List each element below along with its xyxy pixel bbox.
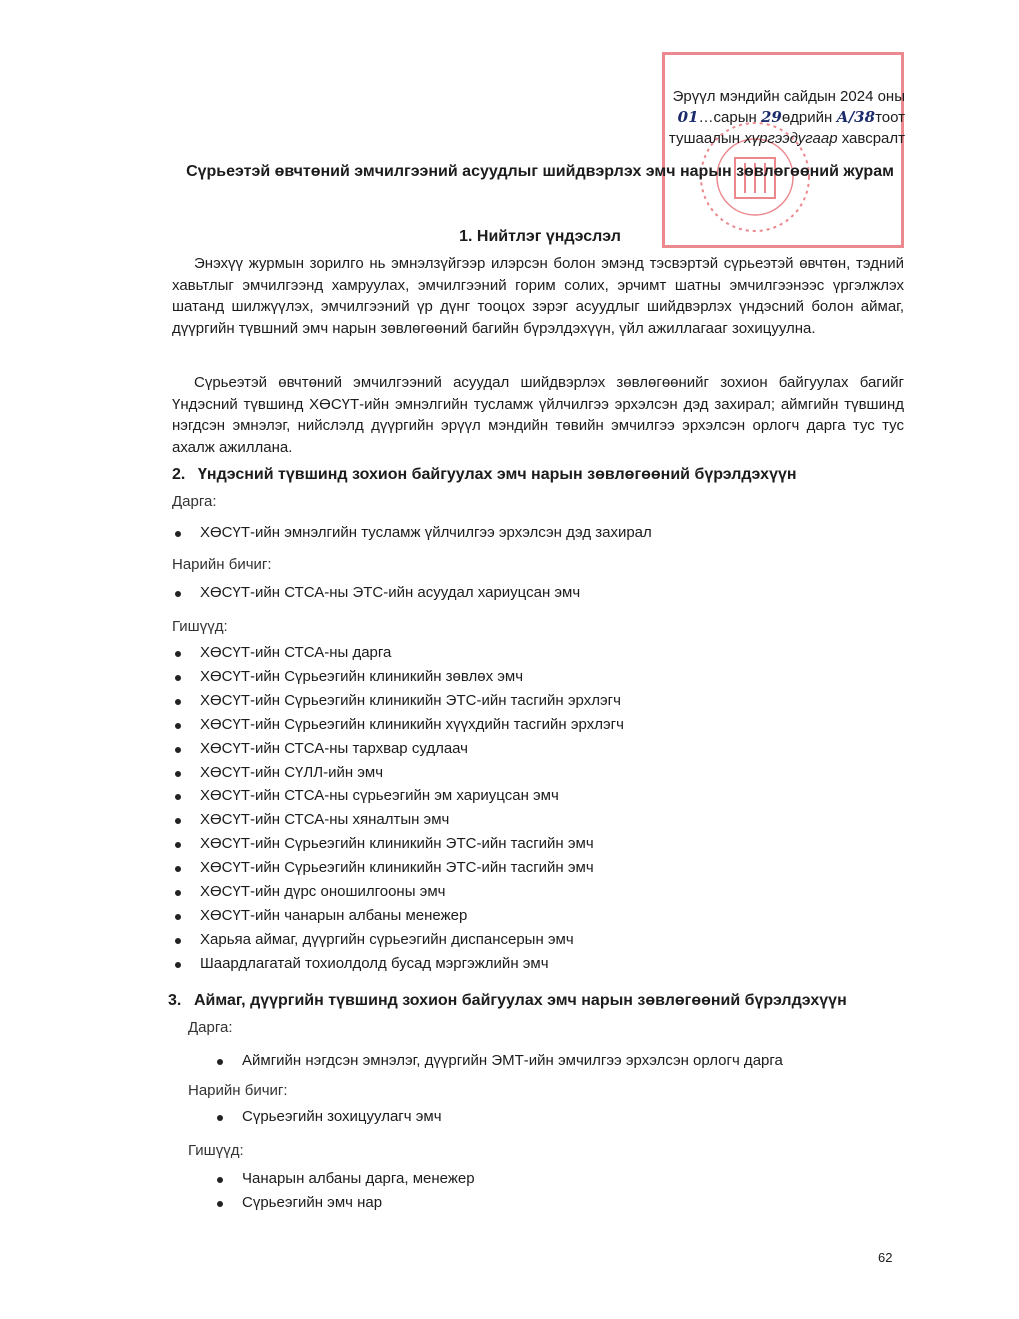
- list-item: ХӨСҮТ-ийн СТСА-ны дарга: [172, 641, 624, 665]
- section-1-paragraph-2: Сүрьеэтэй өвчтөний эмчилгээний асуудал шийдвэрлэх зөвлөгөөнийг зохион байгуулах багийг Үндэсний түвшинд ХӨСҮТ-ийн эмнэлгийн тусламж үйлчилгээ эрхэлсэн дэд захирал; аймгийн түвшинд нэгдсэн эмнэлэг, нийслэлд дүүргийн эрүүл мэндийн төвийн эмчилгээ эрхэлсэн орлогч дарга тус тус ахалж ажиллана.: [172, 374, 904, 456]
- list-item: ХӨСҮТ-ийн СТСА-ны сүрьеэгийн эм хариуцсан эмч: [172, 784, 624, 808]
- list-item: ХӨСҮТ-ийн чанарын албаны менежер: [172, 904, 624, 928]
- handwritten-order-number: А/38: [836, 108, 876, 126]
- section-3-number: 3.: [168, 992, 182, 1009]
- header-line-1: Эрүүл мэндийн сайдын 2024 оны: [672, 88, 905, 105]
- list-item: ХӨСҮТ-ийн СТСА-ны хяналтын эмч: [172, 808, 624, 832]
- page-number: 62: [878, 1250, 893, 1265]
- list-item: ХӨСҮТ-ийн Сүрьеэгийн клиникийн хүүхдийн тасгийн эрхлэгч: [172, 713, 624, 737]
- header-line3-italic: хүргээдугаар: [744, 130, 838, 147]
- section-3-members-list: [214, 1167, 475, 1215]
- header-line3-prefix: тушаалын: [668, 130, 740, 147]
- section-3-secretary-label: Нарийн бичиг:: [188, 1082, 288, 1099]
- list-item: Чанарын албаны дарга, менежер: [214, 1167, 475, 1191]
- list-item: ХӨСҮТ-ийн СТСА-ны ЭТС-ийн асуудал хариуцсан эмч: [172, 581, 580, 605]
- list-item: Сүрьеэгийн эмч нар: [214, 1191, 475, 1215]
- section-2-chair-list: [172, 521, 652, 545]
- section-1-paragraph-1: Энэхүү журмын зорилго нь эмнэлзүйгээр илэрсэн болон эмэнд тэсвэртэй сүрьеэтэй өвчтөн, тэдний хавьтлыг эмчилгээнд хамруулах, эмчилгээний горим солих, эрчимт шатны эмчилгээнээс үргэлжлэх шатанд шилжүүлэх, эмчилгээний үр дүнг тооцох зэрэг асуудлыг шийдвэрлэх үндэсний болон аймаг, дүүргийн түвшний эмч нарын зөвлөгөөний багийн бүрэлдэхүүн, үйл ажиллагааг зохицуулна.: [172, 255, 904, 337]
- header-line-3: [585, 128, 905, 149]
- section-3-chair-list: [214, 1049, 783, 1073]
- list-item: ХӨСҮТ-ийн Сүрьеэгийн клиникийн зөвлөх эмч: [172, 665, 624, 689]
- section-2-members-label: Гишүүд:: [172, 618, 228, 635]
- header-line-2: 01…сарын 29өдрийн А/38тоот: [677, 108, 905, 126]
- section-2-secretary-label: Нарийн бичиг:: [172, 556, 272, 573]
- list-item: ХӨСҮТ-ийн Сүрьеэгийн клиникийн ЭТС-ийн тасгийн эмч: [172, 856, 624, 880]
- section-2-secretary-list: [172, 581, 580, 605]
- list-item: Аймгийн нэгдсэн эмнэлэг, дүүргийн ЭМТ-ийн эмчилгээ эрхэлсэн орлогч дарга: [214, 1049, 783, 1073]
- month-word: сарын: [713, 109, 757, 126]
- list-item: ХӨСҮТ-ийн эмнэлгийн тусламж үйлчилгээ эрхэлсэн дэд захирал: [172, 521, 652, 545]
- document-title: Сүрьеэтэй өвчтөний эмчилгээний асуудлыг шийдвэрлэх эмч нарын зөвлөгөөний журам: [186, 163, 894, 180]
- list-item: ХӨСҮТ-ийн СҮЛЛ-ийн эмч: [172, 761, 624, 785]
- header-line3-suffix: хавсралт: [841, 130, 905, 147]
- section-3-chair-label: Дарга:: [188, 1019, 233, 1036]
- list-item: Шаардлагатай тохиолдолд бусад мэргэжлийн эмч: [172, 952, 624, 976]
- annex-header: [585, 86, 905, 149]
- section-3-heading: [168, 992, 847, 1010]
- list-item: ХӨСҮТ-ийн Сүрьеэгийн клиникийн ЭТС-ийн тасгийн эрхлэгч: [172, 689, 624, 713]
- section-2-chair-label: Дарга:: [172, 493, 217, 510]
- list-item: ХӨСҮТ-ийн СТСА-ны тархвар судлаач: [172, 737, 624, 761]
- section-3-members-label: Гишүүд:: [188, 1142, 244, 1159]
- section-2-heading: [172, 466, 797, 484]
- section-2-title: Үндэсний түвшинд зохион байгуулах эмч нарын зөвлөгөөний бүрэлдэхүүн: [198, 466, 797, 483]
- section-3-title: Аймаг, дүүргийн түвшинд зохион байгуулах эмч нарын зөвлөгөөний бүрэлдэхүүн: [194, 992, 847, 1009]
- list-item: ХӨСҮТ-ийн Сүрьеэгийн клиникийн ЭТС-ийн тасгийн эмч: [172, 832, 624, 856]
- day-word: өдрийн: [781, 109, 833, 126]
- order-word: тоот: [875, 109, 905, 126]
- list-item: Харьяа аймаг, дүүргийн сүрьеэгийн диспансерын эмч: [172, 928, 624, 952]
- list-item: Сүрьеэгийн зохицуулагч эмч: [214, 1105, 442, 1129]
- section-1-heading: 1. Нийтлэг үндэслэл: [459, 228, 621, 245]
- section-2-number: 2.: [172, 466, 186, 483]
- handwritten-date: 29: [760, 108, 782, 126]
- section-3-secretary-list: [214, 1105, 442, 1129]
- list-item: ХӨСҮТ-ийн дүрс оношилгооны эмч: [172, 880, 624, 904]
- handwritten-day: 01: [677, 108, 699, 126]
- section-2-members-list: [172, 641, 624, 976]
